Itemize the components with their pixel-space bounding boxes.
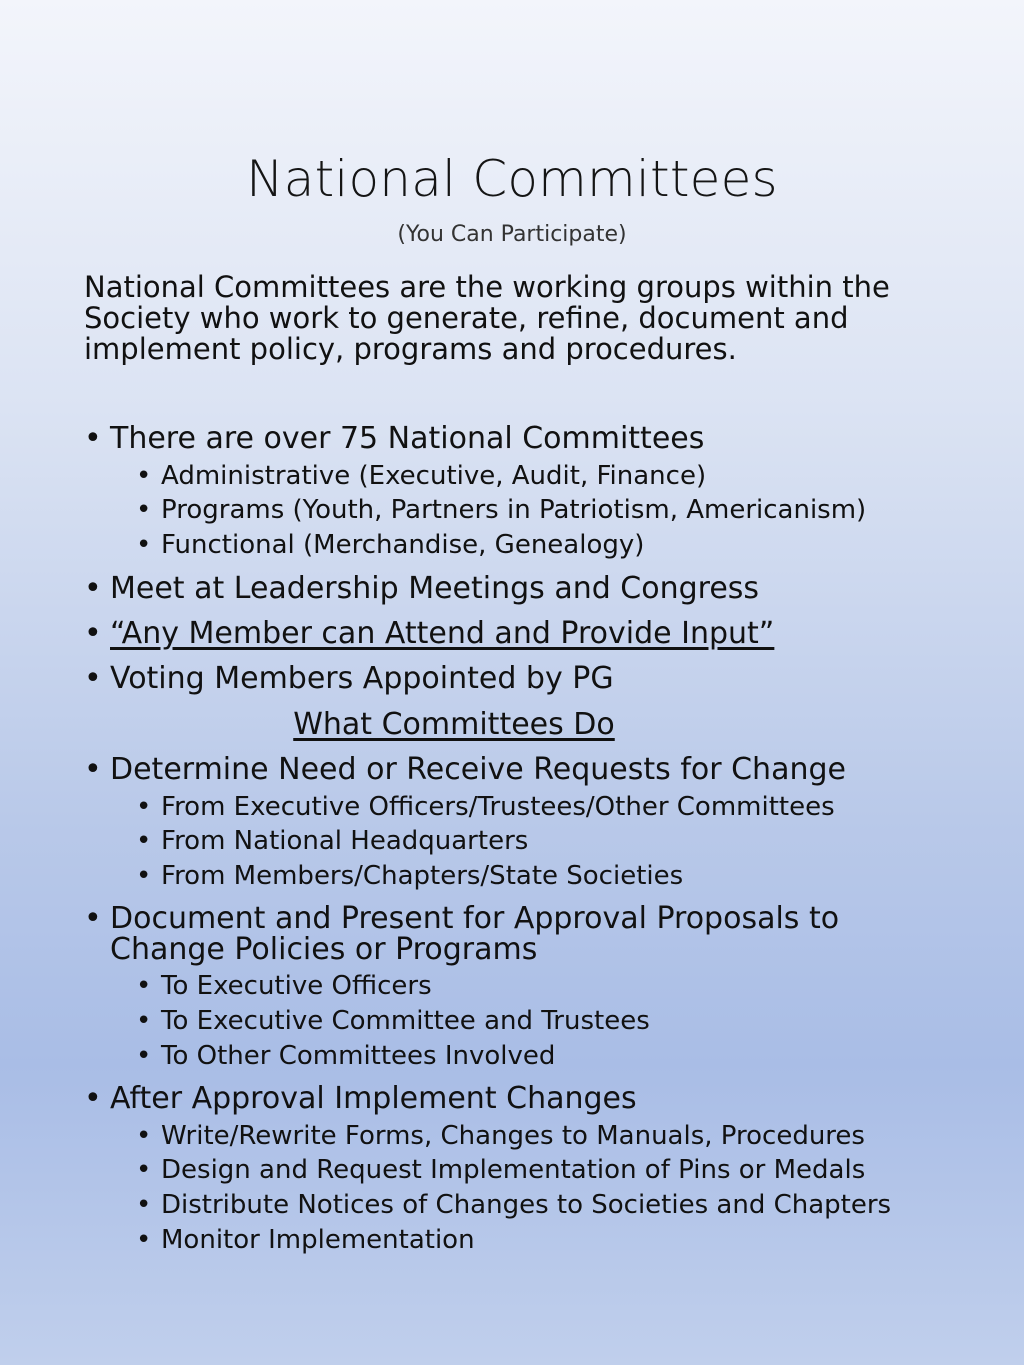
sub-bullet-text: To Executive Committee and Trustees <box>161 1006 650 1036</box>
bullet-item <box>84 573 759 605</box>
bullet-icon: • <box>136 826 152 856</box>
sub-bullet-text: Monitor Implementation <box>161 1225 475 1255</box>
sub-bullet-item <box>136 1041 555 1071</box>
bullet-item <box>84 903 960 965</box>
sub-bullet-item <box>136 495 866 525</box>
bullet-icon: • <box>136 1155 152 1185</box>
sub-bullet-item <box>136 826 528 856</box>
sub-bullet-text: Programs (Youth, Partners in Patriotism, Americanism) <box>161 495 867 525</box>
intro-paragraph: National Committees are the working groups within the Society who work to generate, refine, document and implement policy, programs and procedures. <box>84 270 890 366</box>
section-heading <box>0 709 908 741</box>
sub-bullet-text: From National Headquarters <box>161 826 529 856</box>
sub-bullet-text: Functional (Merchandise, Genealogy) <box>161 530 645 560</box>
bullet-text: There are over 75 National Committees <box>110 421 705 456</box>
sub-bullet-item <box>136 971 432 1001</box>
slide-subtitle: (You Can Participate) <box>397 222 627 247</box>
bullet-text: After Approval Implement Changes <box>110 1081 637 1116</box>
bullet-icon: • <box>136 530 152 560</box>
bullet-icon: • <box>84 752 102 787</box>
bullet-text-underlined: “Any Member can Attend and Provide Input” <box>110 616 775 651</box>
bullet-text: Meet at Leadership Meetings and Congress <box>110 571 760 606</box>
bullet-text: Voting Members Appointed by PG <box>110 661 614 696</box>
sub-bullet-text: Write/Rewrite Forms, Changes to Manuals, Procedures <box>161 1121 865 1151</box>
bullet-icon: • <box>84 1081 102 1116</box>
bullet-item <box>84 663 614 695</box>
sub-bullet-text: From Members/Chapters/State Societies <box>161 861 684 891</box>
bullet-icon: • <box>84 661 102 696</box>
bullet-icon: • <box>136 1190 152 1220</box>
bullet-item <box>84 618 774 650</box>
section-heading-text: What Committees Do <box>293 707 615 742</box>
bullet-icon: • <box>136 1041 152 1071</box>
bullet-icon: • <box>84 901 102 936</box>
bullet-item <box>84 423 704 455</box>
bullet-icon: • <box>136 971 152 1001</box>
sub-bullet-item <box>136 1006 650 1036</box>
sub-bullet-item <box>136 530 644 560</box>
bullet-text: Document and Present for Approval Proposals to Change Policies or Programs <box>110 901 840 967</box>
sub-bullet-text: To Executive Officers <box>161 971 432 1001</box>
sub-bullet-text: Design and Request Implementation of Pins or Medals <box>161 1155 866 1185</box>
bullet-item <box>84 754 846 786</box>
sub-bullet-text: Distribute Notices of Changes to Societies and Chapters <box>161 1190 892 1220</box>
sub-bullet-item <box>136 1155 865 1185</box>
bullet-icon: • <box>84 421 102 456</box>
sub-bullet-item <box>136 1190 891 1220</box>
bullet-icon: • <box>84 571 102 606</box>
sub-bullet-item <box>136 1121 865 1151</box>
bullet-icon: • <box>136 861 152 891</box>
sub-bullet-text: From Executive Officers/Trustees/Other Committees <box>161 792 835 822</box>
bullet-icon: • <box>136 1006 152 1036</box>
bullet-icon: • <box>136 495 152 525</box>
bullet-icon: • <box>136 461 152 491</box>
bullet-item <box>84 1083 637 1115</box>
sub-bullet-item <box>136 1225 475 1255</box>
slide-title: National Committees <box>246 150 778 208</box>
bullet-icon: • <box>136 1225 152 1255</box>
sub-bullet-item <box>136 792 835 822</box>
sub-bullet-item <box>136 461 706 491</box>
sub-bullet-text: To Other Committees Involved <box>161 1041 556 1071</box>
bullet-icon: • <box>84 616 102 651</box>
sub-bullet-text: Administrative (Executive, Audit, Finance) <box>161 461 707 491</box>
sub-bullet-item <box>136 861 683 891</box>
bullet-icon: • <box>136 1121 152 1151</box>
bullet-text: Determine Need or Receive Requests for Change <box>110 752 846 787</box>
bullet-icon: • <box>136 792 152 822</box>
